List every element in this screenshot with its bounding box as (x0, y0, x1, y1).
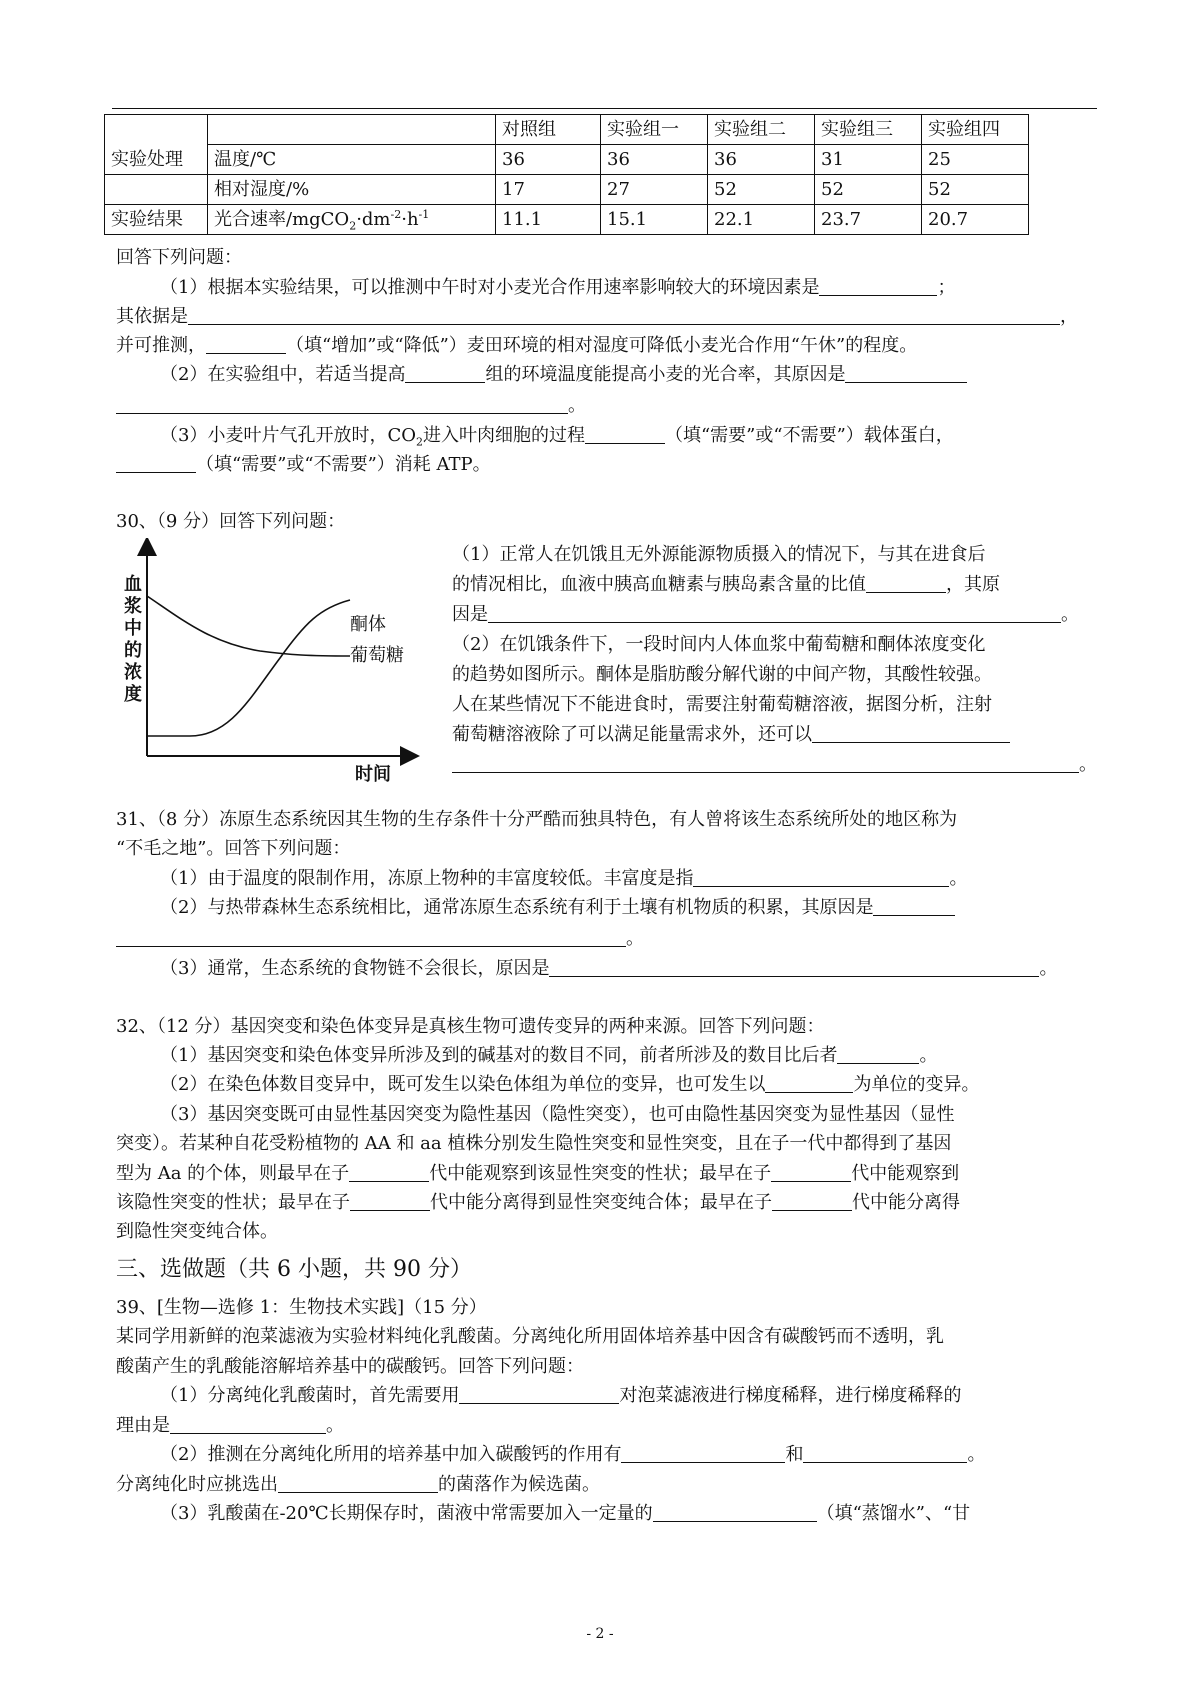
ketone-label: 酮体 (350, 614, 386, 635)
header-group2: 实验组二 (708, 115, 815, 145)
q32-p3e: 到隐性突变纯合体。 (116, 1221, 278, 1242)
header-group3: 实验组三 (815, 115, 922, 145)
q31-p3: （3）通常，生态系统的食物链不会很长，原因是 。 (160, 958, 1058, 979)
q31-p2-end: 。 (116, 925, 1096, 953)
table-row (105, 145, 1029, 175)
q30-r7: 葡萄糖溶液除了可以满足能量需求外，还可以 (452, 720, 1098, 750)
q29-p2: （2）在实验组中，若适当提高 组的环境温度能提高小麦的光合率，其原因是 (160, 361, 1096, 389)
q39-p1: （1）分离纯化乳酸菌时，首先需要用 对泡菜滤液进行梯度稀释，进行梯度稀释的 (160, 1385, 962, 1406)
table-row (105, 205, 1029, 235)
table-cell: 23.7 (815, 205, 922, 235)
q39-p2: （2）推测在分离纯化所用的培养基中加入碳酸钙的作用有 和 。 (160, 1444, 986, 1465)
q39-p1b: 理由是 。 (116, 1415, 344, 1436)
q30-r4: （2）在饥饿条件下，一段时间内人体血浆中葡萄糖和酮体浓度变化 (452, 634, 986, 655)
table-cell: 36 (601, 145, 708, 175)
q30-r6: 人在某些情况下不能进食时，需要注射葡萄糖溶液，据图分析，注射 (452, 694, 992, 715)
q30-r2: 的情况相比，血液中胰高血糖素与胰岛素含量的比值 ，其原 (452, 574, 1000, 595)
table-row (105, 175, 1029, 205)
row-label: 光合速率$/mgCO_2\cdot dm^{-2}\cdot h^{-1}$ (208, 205, 496, 235)
table-cell: 11.1 (496, 205, 601, 235)
section3-heading: 三、选做题（共 6 小题，共 90 分） (116, 1257, 472, 1282)
header-group4: 实验组四 (922, 115, 1029, 145)
graph-x-label: 时间 (355, 764, 391, 785)
q30-title: 30、（9 分）回答下列问题： (116, 511, 346, 532)
table-cell: 20.7 (922, 205, 1029, 235)
graph-y-label: 血浆中的浓度 (124, 574, 142, 705)
header-rule (112, 108, 1097, 109)
header-control: 对照组 (496, 115, 601, 145)
experiment-table (104, 114, 1029, 235)
q29-p2-end: 。 (116, 392, 1096, 420)
q32-p3c: 型为 Aa 的个体，则最早在子 代中能观察到该显性突变的性状；最早在子 代中能观察到 (116, 1163, 960, 1184)
table-cell: 17 (496, 175, 601, 205)
result-label: 实验结果 (105, 205, 208, 235)
q39-title: 39、[生物—选修 1：生物技术实践]（15 分） (116, 1297, 487, 1318)
table-cell: 52 (815, 175, 922, 205)
table-cell: 36 (708, 145, 815, 175)
treatment-label: 实验处理 (105, 145, 208, 175)
q29-p3: （3）小麦叶片气孔开放时，$CO_2$进入叶肉细胞的过程 （填“需要”或“不需要”）载体蛋白， (160, 425, 954, 449)
q31-l2: “不毛之地”。回答下列问题： (116, 838, 351, 859)
table-cell: 52 (922, 175, 1029, 205)
table-cell: 15.1 (601, 205, 708, 235)
q32-p1: （1）基因突变和染色体变异所涉及到的碱基对的数目不同，前者所涉及的数目比后者 。 (160, 1045, 938, 1066)
q30-r3: 因是 。 (452, 604, 1079, 625)
q32-p3d: 该隐性突变的性状；最早在子 代中能分离得到显性突变纯合体；最早在子 代中能分离得 (116, 1192, 960, 1213)
table-cell: 52 (708, 175, 815, 205)
q29-p1a: （1）根据本实验结果，可以推测中午时对小麦光合作用速率影响较大的环境因素是 ； (160, 277, 956, 298)
row-label: 相对湿度/% (208, 175, 496, 205)
page-number: - 2 - (586, 1626, 614, 1642)
q30-r8: 。 (452, 750, 1098, 780)
q29-p1c: 并可推测， （填“增加”或“降低”）麦田环境的相对湿度可降低小麦光合作用“午休”的程度。 (116, 335, 918, 356)
table-cell: 22.1 (708, 205, 815, 235)
glucose-label: 葡萄糖 (350, 645, 404, 666)
q31-l1: 31、（8 分）冻原生态系统因其生物的生存条件十分严酷而独具特色，有人曾将该生态系统所处的地区称为 (116, 809, 958, 830)
concentration-graph (120, 538, 435, 788)
q30-r1: （1）正常人在饥饿且无外源能源物质摄入的情况下，与其在进食后 (452, 544, 986, 565)
table-cell: 36 (496, 145, 601, 175)
table-header-row (105, 115, 1029, 145)
q32-p2: （2）在染色体数目变异中，既可发生以染色体组为单位的变异，也可发生以 为单位的变异。 (160, 1074, 980, 1095)
row-label: 温度/℃ (208, 145, 496, 175)
glucose-curve (147, 596, 350, 656)
q31-p1: （1）由于温度的限制作用，冻原上物种的丰富度较低。丰富度是指 。 (160, 868, 968, 889)
q39-p2b: 分离纯化时应挑选出 的菌落作为候选菌。 (116, 1474, 600, 1495)
header-group1: 实验组一 (601, 115, 708, 145)
table-cell: 25 (922, 145, 1029, 175)
q29-intro: 回答下列问题： (116, 247, 242, 268)
q32-p3a: （3）基因突变既可由显性基因突变为隐性基因（隐性突变），也可由隐性基因突变为显性基因（显性 (160, 1104, 955, 1125)
table-cell: 31 (815, 145, 922, 175)
q31-p2: （2）与热带森林生态系统相比，通常冻原生态系统有利于土壤有机物质的积累，其原因是 (160, 894, 1096, 922)
q32-l1: 32、（12 分）基因突变和染色体变异是真核生物可遗传变异的两种来源。回答下列问题： (116, 1016, 825, 1037)
q29-p1b: 其依据是 ， (116, 306, 1078, 327)
q29-p3b: （填“需要”或“不需要”）消耗 ATP。 (116, 451, 1096, 479)
q39-p3: （3）乳酸菌在-20℃长期保存时，菌液中常需要加入一定量的 （填“蒸馏水”、“甘 (160, 1503, 971, 1524)
table-cell: 27 (601, 175, 708, 205)
q39-l1: 某同学用新鲜的泡菜滤液为实验材料纯化乳酸菌。分离纯化所用固体培养基中因含有碳酸钙而不透明，乳 (116, 1326, 944, 1347)
q39-l2: 酸菌产生的乳酸能溶解培养基中的碳酸钙。回答下列问题： (116, 1356, 584, 1377)
q30-r5: 的趋势如图所示。酮体是脂肪酸分解代谢的中间产物，其酸性较强。 (452, 664, 992, 685)
q32-p3b: 突变）。若某种自花受粉植物的 AA 和 aa 植株分别发生隐性突变和显性突变，且在子一代中都得到了基因 (116, 1133, 952, 1154)
ketone-curve (147, 600, 350, 736)
